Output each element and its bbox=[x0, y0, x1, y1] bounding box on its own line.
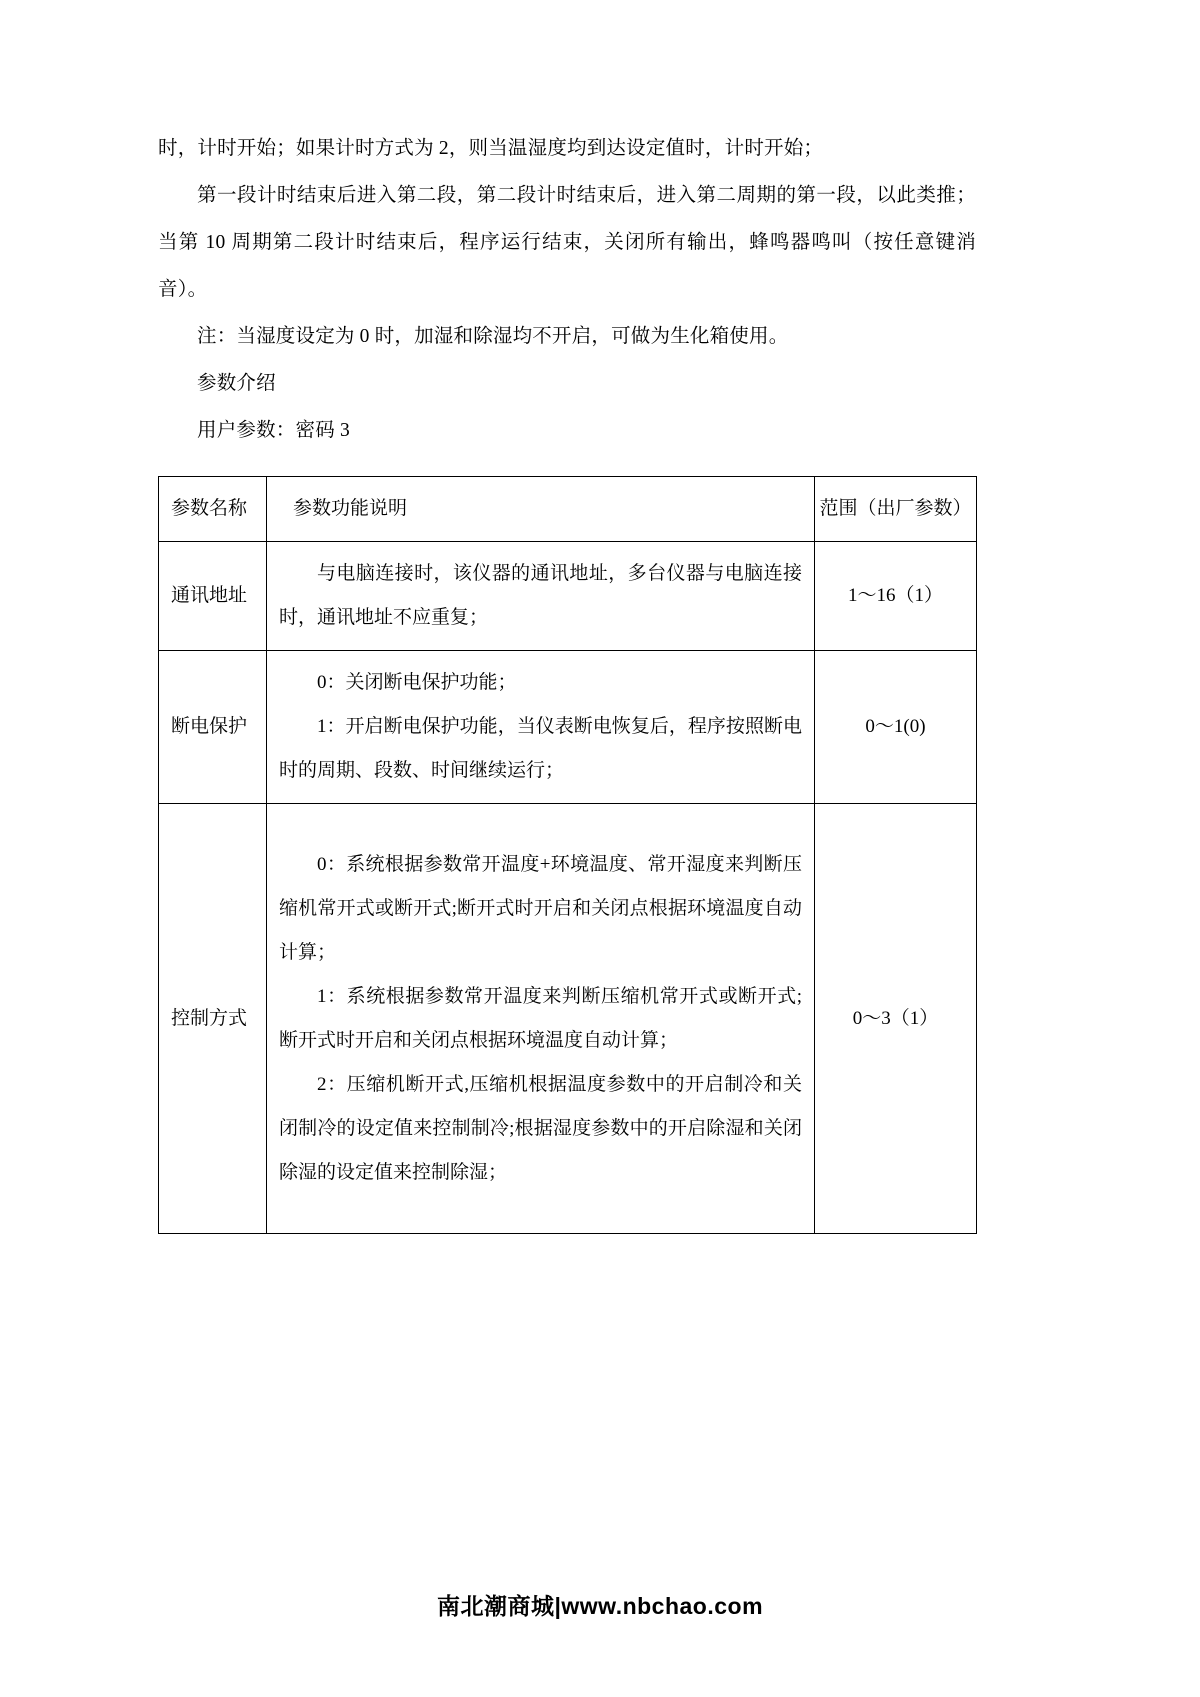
table-header-row bbox=[159, 477, 977, 542]
table-header-range: 范围（出厂参数） bbox=[815, 477, 977, 542]
paragraph-note: 注：当湿度设定为 0 时，加湿和除湿均不开启，可做为生化箱使用。 bbox=[197, 326, 789, 347]
param-description-line: 与电脑连接时，该仪器的通讯地址，多台仪器与电脑连接时，通讯地址不应重复； bbox=[279, 563, 802, 628]
table-header-name: 参数名称 bbox=[159, 477, 267, 542]
document-body bbox=[158, 125, 976, 1234]
section-heading-parameters: 参数介绍 bbox=[197, 373, 276, 394]
table-header-description: 参数功能说明 bbox=[267, 477, 815, 542]
param-description bbox=[267, 651, 815, 804]
paragraph-1: 时，计时开始；如果计时方式为 2，则当温湿度均到达设定值时，计时开始； bbox=[158, 138, 824, 159]
subheading-user-parameters: 用户参数：密码 3 bbox=[197, 420, 350, 441]
param-name: 控制方式 bbox=[159, 804, 267, 1234]
param-range: 0～3（1） bbox=[815, 804, 977, 1234]
param-description-line: 0：系统根据参数常开温度+环境温度、常开湿度来判断压缩机常开式或断开式;断开式时开启和关闭点根据环境温度自动计算； bbox=[279, 853, 802, 963]
page-footer: 南北潮商城|www.nbchao.com bbox=[436, 1593, 764, 1619]
parameter-table-wrapper bbox=[158, 476, 976, 1234]
param-name: 断电保护 bbox=[159, 651, 267, 804]
paragraph-2: 第一段计时结束后进入第二段，第二段计时结束后，进入第二周期的第一段，以此类推；当第 10 周期第二段计时结束后，程序运行结束，关闭所有输出，蜂鸣器鸣叫（按任意键消音）。 bbox=[158, 185, 976, 300]
parameter-table bbox=[158, 476, 977, 1234]
param-description-line: 1：开启断电保护功能，当仪表断电恢复后，程序按照断电时的周期、段数、时间继续运行； bbox=[279, 716, 802, 781]
param-range: 0～1(0) bbox=[815, 651, 977, 804]
param-description-line: 0：关闭断电保护功能； bbox=[317, 672, 517, 693]
param-name: 通讯地址 bbox=[159, 542, 267, 651]
param-description-line: 1：系统根据参数常开温度来判断压缩机常开式或断开式;断开式时开启和关闭点根据环境温度自动计算； bbox=[279, 985, 802, 1051]
param-description bbox=[267, 804, 815, 1234]
param-description bbox=[267, 542, 815, 651]
table-row bbox=[159, 804, 977, 1234]
table-row bbox=[159, 651, 977, 804]
table-row bbox=[159, 542, 977, 651]
param-description-line: 2：压缩机断开式,压缩机根据温度参数中的开启制冷和关闭制冷的设定值来控制制冷;根据湿度参数中的开启除湿和关闭除湿的设定值来控制除湿； bbox=[279, 1073, 802, 1183]
param-range: 1～16（1） bbox=[815, 542, 977, 651]
